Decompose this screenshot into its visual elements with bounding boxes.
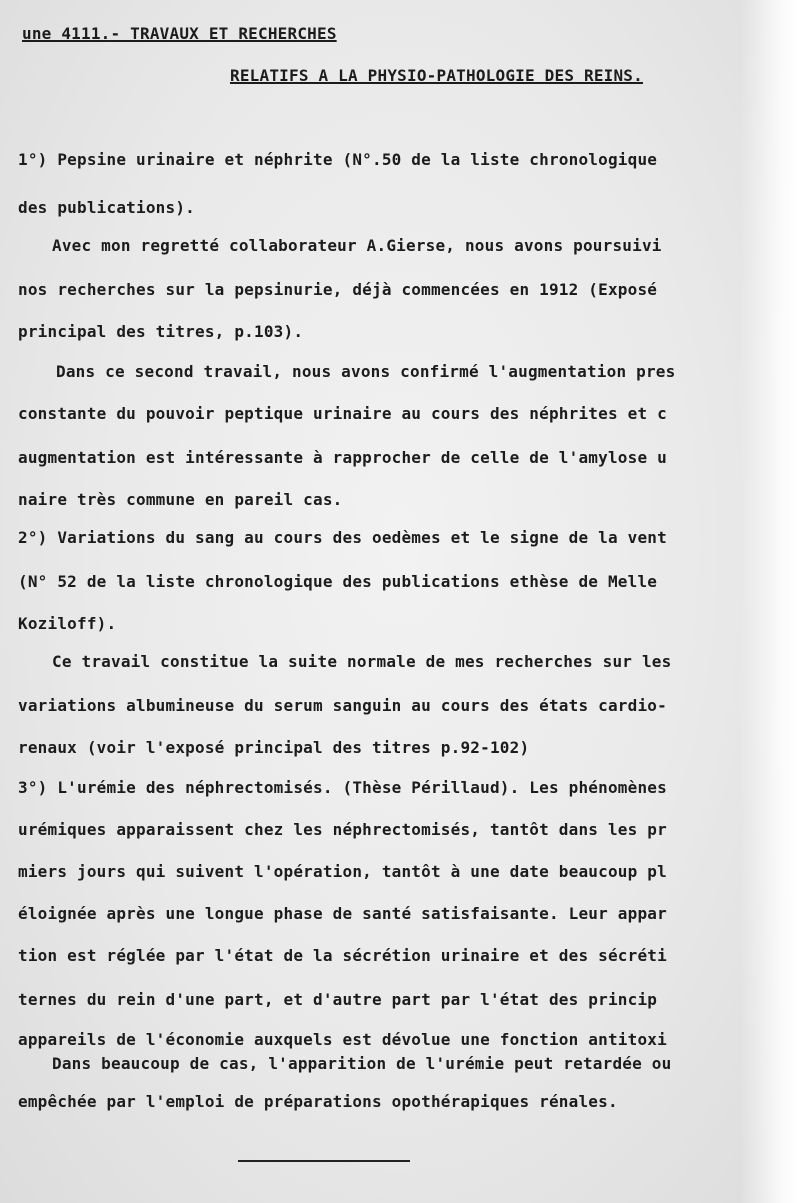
text-line-l21: ternes du rein d'une part, et d'autre part par l'état des princip bbox=[18, 990, 658, 1009]
text-line-l16: 3°) L'urémie des néphrectomisés. (Thèse Périllaud). Les phénomènes bbox=[18, 778, 667, 797]
text-line-l6: Dans ce second travail, nous avons confirmé l'augmentation pres bbox=[56, 362, 676, 381]
text-line-l24: empêchée par l'emploi de préparations opothérapiques rénales. bbox=[18, 1092, 618, 1111]
text-line-l22: appareils de l'économie auxquels est dévolue une fonction antitoxi bbox=[18, 1030, 667, 1049]
text-line-l20: tion est réglée par l'état de la sécrétion urinaire et des sécréti bbox=[18, 946, 667, 965]
text-line-l5: principal des titres, p.103). bbox=[18, 322, 304, 341]
page-edge-shadow bbox=[740, 0, 800, 1203]
text-line-l4: nos recherches sur la pepsinurie, déjà commencées en 1912 (Exposé bbox=[18, 280, 658, 299]
text-line-l18: miers jours qui suivent l'opération, tantôt à une date beaucoup pl bbox=[18, 862, 667, 881]
text-line-l2: des publications). bbox=[18, 198, 195, 217]
text-line-t2: RELATIFS A LA PHYSIO-PATHOLOGIE DES REINS. bbox=[230, 66, 643, 85]
text-line-l14: variations albumineuse du serum sanguin au cours des états cardio- bbox=[18, 696, 667, 715]
text-line-t1: une 4111.- TRAVAUX ET RECHERCHES bbox=[22, 24, 337, 43]
text-line-l17: urémiques apparaissent chez les néphrectomisés, tantôt dans les pr bbox=[18, 820, 667, 839]
text-line-l7: constante du pouvoir peptique urinaire au cours des néphrites et c bbox=[18, 404, 667, 423]
text-line-l23: Dans beaucoup de cas, l'apparition de l'urémie peut retardée ou bbox=[52, 1054, 672, 1073]
text-line-l9: naire très commune en pareil cas. bbox=[18, 490, 343, 509]
text-line-l12: Koziloff). bbox=[18, 614, 117, 633]
footer-rule bbox=[238, 1160, 410, 1162]
text-line-l8: augmentation est intéressante à rapprocher de celle de l'amylose u bbox=[18, 448, 667, 467]
text-line-l11: (N° 52 de la liste chronologique des publications ethèse de Melle bbox=[18, 572, 658, 591]
text-line-l1: 1°) Pepsine urinaire et néphrite (N°.50 de la liste chronologique bbox=[18, 150, 658, 169]
text-line-l3: Avec mon regretté collaborateur A.Gierse, nous avons poursuivi bbox=[52, 236, 662, 255]
text-line-l19: éloignée après une longue phase de santé satisfaisante. Leur appar bbox=[18, 904, 667, 923]
text-line-l10: 2°) Variations du sang au cours des oedèmes et le signe de la vent bbox=[18, 528, 667, 547]
text-line-l15: renaux (voir l'exposé principal des titres p.92-102) bbox=[18, 738, 530, 757]
text-line-l13: Ce travail constitue la suite normale de mes recherches sur les bbox=[52, 652, 672, 671]
